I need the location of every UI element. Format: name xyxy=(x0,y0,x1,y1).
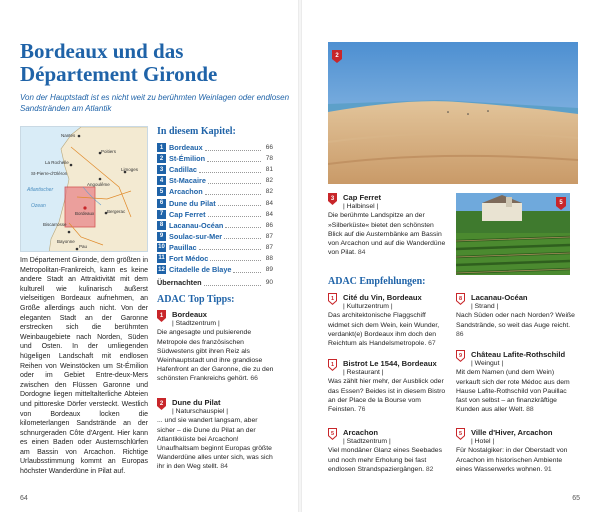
svg-text:3: 3 xyxy=(330,196,335,202)
recommendation-entry xyxy=(328,428,446,474)
entry-name: Lacanau-Océan xyxy=(471,293,528,302)
entry-category: | Strand | xyxy=(471,303,499,311)
entry-category: | Restaurant | xyxy=(343,369,384,377)
entry-category: | Naturschauspiel | xyxy=(172,408,229,416)
map-marker-icon xyxy=(157,398,166,410)
title-line-1: Bordeaux und das xyxy=(20,39,184,63)
vineyard-image xyxy=(456,193,570,275)
map-marker-icon xyxy=(328,293,337,305)
toc-item[interactable]: 3 Cadillac 81 xyxy=(157,164,273,175)
map-marker-icon xyxy=(328,359,337,371)
toc-heading: In diesem Kapitel: xyxy=(157,126,236,137)
toc-item[interactable]: 12 Citadelle de Blaye 89 xyxy=(158,265,273,275)
entry-name: Bistrot Le 1544, Bordeaux xyxy=(343,359,437,368)
region-map xyxy=(20,126,148,252)
toc-list xyxy=(157,142,273,288)
toc-item[interactable]: 4 St-Macaire 82 xyxy=(157,175,273,186)
entry-name: Dune du Pilat xyxy=(172,398,221,407)
page-title xyxy=(20,40,290,86)
vineyard-photo xyxy=(456,193,570,275)
map-marker-icon xyxy=(456,428,465,440)
top-tip-entry xyxy=(157,310,277,384)
recommendation-entry xyxy=(456,428,576,474)
map-label-limoges: Limoges xyxy=(121,167,139,172)
entry-category: | Hotel | xyxy=(471,438,495,446)
map-label-angouleme: Angoulême xyxy=(87,182,110,187)
entry-category: | Weingut | xyxy=(471,360,504,368)
toc-item[interactable]: 2 St-Émilion 78 xyxy=(157,153,273,164)
entry-name: Arcachon xyxy=(343,428,379,437)
toc-item[interactable]: 5 Arcachon 82 xyxy=(157,186,273,197)
svg-text:5: 5 xyxy=(330,431,335,437)
map-label-pau: Pau xyxy=(79,244,88,249)
svg-text:1: 1 xyxy=(330,362,335,368)
map-label-ocean-2: Ozean xyxy=(31,203,46,209)
cap-ferret-entry xyxy=(328,193,450,257)
entry-text: Was zählt hier mehr, der Ausblick oder das Essen? Beides ist in diesem Bistro an der Place de la Bourse vom Feinsten. 76 xyxy=(328,378,446,414)
entry-text: Nach Süden oder nach Norden? Weiße Sandstrände, so weit das Auge reicht. 86 xyxy=(456,312,575,338)
toc-item[interactable]: 7 Cap Ferret 84 xyxy=(157,209,273,220)
recommendation-entry xyxy=(456,350,576,414)
entry-text: Mit dem Namen (und dem Wein) verkauft sich der rote Médoc aus dem Hause Lafite-Rothschild von Pauillac fast von selbst – an finanzkräftige Kunden aus aller Welt. 88 xyxy=(456,369,570,414)
svg-text:8: 8 xyxy=(458,296,463,302)
entry-text: Für Nostalgiker: in der Oberstadt von Arcachon im historischen Ambiente eines Wasserwerks wohnen. 91 xyxy=(456,447,568,473)
page-number-left: 64 xyxy=(20,495,28,502)
entry-text: ... und sie wandert langsam, aber sicher – die Dune du Pilat an der Atlantikküste bei Arcachon! Unaufhaltsam beginnt Europas größte Wanderdüne alles unter sich, was sich ihr in den Weg stellt. 84 xyxy=(157,417,273,471)
photo-marker-icon xyxy=(332,50,342,63)
dune-image xyxy=(328,42,578,184)
map-label-bordeaux: Bordeaux xyxy=(75,211,95,216)
intro-text: Im Département Gironde, dem größten in Metropolitan-Frankreich, kann es keine andere Stadt an Attraktivität mit dem kulturell wie kulinarisch äußerst vielseitigen Bordeaux aufnehmen, an Größe allerdings auch nicht. Von der eleganten Stadt an der Garonne erstrecken sich die berühmten Weinbaugebiete nach Norden, Süden und Osten. In der umliegenden hügeligen Landschaft mit endlosen Reihen von Weinstöcken um St-Émilion oder im Gebiet Entre-deux-Mers zwischen den Flüssen Garonne und Dordogne liegen mitteltalterliche Abteien und pittoreske Dörfer versteckt. Westlich von Bordeaux locken die kilometerlangen Sandstrände an der schnurgeraden Côte d'Argent. Hier kann es einen Baden oder Austernschlürfen am Bassin von Arcachon. Richtige Urlaubsstimmung kommt an Europas höchster Wanderdüne in Pilat auf. xyxy=(20,257,149,476)
svg-text:9: 9 xyxy=(458,353,463,359)
photo-marker-icon xyxy=(556,197,566,210)
entry-category: | Stadtzentrum | xyxy=(172,320,220,328)
recommendation-entry xyxy=(456,293,576,339)
toc-item[interactable]: 1 Bordeaux 66 xyxy=(157,142,273,153)
top-tips-heading: ADAC Top Tipps: xyxy=(157,294,235,305)
entry-name: Château Lafite-Rothschild xyxy=(471,350,566,359)
entry-name: Cité du Vin, Bordeaux xyxy=(343,293,422,302)
svg-text:5: 5 xyxy=(559,200,563,206)
svg-text:1: 1 xyxy=(330,296,335,302)
recommendations-heading: ADAC Empfehlungen: xyxy=(328,276,426,287)
recommendation-entry xyxy=(328,293,446,348)
gironde-highlight xyxy=(65,187,95,227)
map-label-poitiers: Poitiers xyxy=(101,149,117,154)
map-label-st-pierre: St-Pierre-d'Oléron xyxy=(31,171,68,176)
svg-text:2: 2 xyxy=(159,401,164,407)
map-marker-icon xyxy=(456,350,465,362)
entry-text: Das architektonische Flaggschiff widmet sich dem Wein, kein Wunder, verdankt(e) Bordeaux ihm doch den Reichtum als Handelsmetropole. 67 xyxy=(328,312,440,348)
map-marker-icon xyxy=(328,193,337,205)
page-number-right: 65 xyxy=(572,495,580,502)
entry-category: | Halbinsel | xyxy=(343,203,379,211)
entry-name: Bordeaux xyxy=(172,310,208,319)
toc-item[interactable]: 11 Fort Médoc 88 xyxy=(158,253,273,263)
entry-category: | Kulturzentrum | xyxy=(343,303,393,311)
map-label-biscarrosse: Biscarrosse xyxy=(43,222,67,227)
recommendation-entry xyxy=(328,359,446,414)
toc-item[interactable]: 10 Pauillac 87 xyxy=(158,242,273,252)
toc-summary[interactable]: Übernachten 90 xyxy=(157,278,273,288)
right-page xyxy=(300,0,600,512)
entry-category: | Stadtzentrum | xyxy=(343,438,391,446)
map-marker-icon xyxy=(328,428,337,440)
map-label-bergerac: Bergerac xyxy=(107,209,126,214)
map-label-bayonne: Bayonne xyxy=(57,239,75,244)
map-marker-icon xyxy=(456,293,465,305)
entry-name: Ville d'Hiver, Arcachon xyxy=(471,428,553,437)
svg-text:5: 5 xyxy=(458,431,463,437)
map-label-nantes: Nantes xyxy=(61,133,76,138)
svg-text:1: 1 xyxy=(159,313,164,319)
map-marker-icon xyxy=(157,310,166,322)
dune-photo xyxy=(328,42,578,184)
toc-item[interactable]: 9 Soulac-sur-Mer 87 xyxy=(157,231,273,242)
map-label-ocean-1: Atlantischer xyxy=(27,187,54,193)
svg-text:2: 2 xyxy=(335,53,339,59)
page-subtitle: Von der Hauptstadt ist es nicht weit zu berühmten Weinlagen oder endlosen Sandstränden am Atlantik xyxy=(20,93,290,113)
toc-item[interactable]: 8 Lacanau-Océan 86 xyxy=(157,220,273,231)
title-line-2: Département Gironde xyxy=(20,62,218,86)
top-tip-entry xyxy=(157,398,277,472)
toc-item[interactable]: 6 Dune du Pilat 84 xyxy=(157,197,273,208)
entry-text: Viel mondäner Glanz eines Seebades und noch mehr Erholung bei fast endlosen Strandspaziergängen. 82 xyxy=(328,447,442,473)
entry-text: Die berühmte Landspitze an der »Silberküste« bietet den schönsten Blick auf die Austernbänke am Bassin von Arcachon und auf die Wanderdüne von Pilat. 84 xyxy=(328,212,446,257)
map-label-la-rochelle: La Rochelle xyxy=(45,160,69,165)
entry-name: Cap Ferret xyxy=(343,193,381,202)
entry-text: Die angesagte und pulsierende Metropole des französischen Südwestens gibt ihren Reiz als Weinhauptstadt und ihre grandiose Hafenfront an der Garonne, die zu den schönsten Frankreichs gehört. 66 xyxy=(157,329,274,383)
